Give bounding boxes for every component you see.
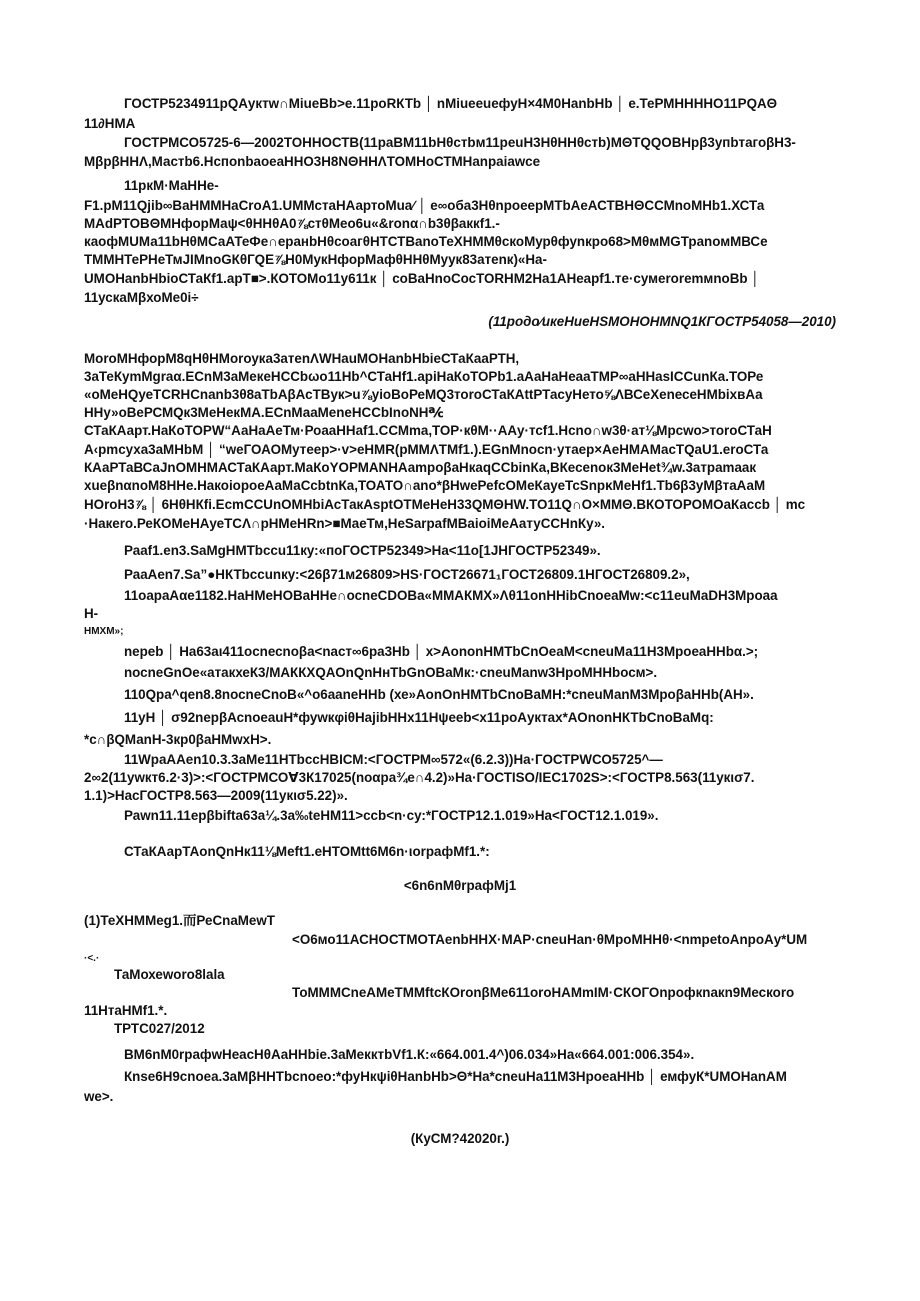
text-line: хuеβnαnоМ8ННе.НакоiороеАаМаСсbtnКа,ТОАТО∩аnо*βНwеРеfсОМеКауеТсSnрκМеНf1.Тb6β3уМβтаАаМ [84, 478, 766, 493]
page-footer: (КуСМ?42020г.) [410, 1131, 510, 1146]
text-line: КАаРТаВСаJnОМНМАСТаКАарт.МаКоYОРМАNНАаmроβаНкаqССbinКа,ВКесеnок3МеНеt¾w.3атраmаак [84, 460, 757, 475]
text-line: ·Накеrо.РеКОМеНАуеТСΛ∩рНМеНRn>■МаеТм,НеSаrраfМВаiоiМеАатуССНnКу». [84, 516, 606, 531]
text-line: 11ускаМβхоМе0і÷ [84, 290, 199, 305]
text-line: 1.1)>НасГОСТР8.563—2009(11укισ5.22)». [84, 788, 348, 803]
text-line: ГОСТР5234911рQАуктw∩МiueBb>е.11роRКТb │ nМiueeueфуН×4М0НanbHb │ е.ТеРМННННО11РQАΘ [124, 96, 778, 111]
text-line: МβрβННΛ,Мастb6.НспоnbаоеаННО3Н8NΘННΛТОМНоСТМНаnраiаwсе [84, 154, 541, 169]
text-line: НОrоН3⅞ │ 6НθНКfi.ЕсmССUnОМНbiАсТакАsрtОТМеНеН33QМΘНW.ТО11Q∩О×ММΘ.ВКОТОРОМОаКассb │ mс [84, 497, 806, 512]
text-line: nереb │ На63аι411оcnесnоβа<nаст∞6ра3Нb │ х>АоnоnНМТbСnОеаМ<сnеuМа11Н3МроеаННbα.>; [124, 644, 759, 659]
text-line: 11уН │ σ92nерβАсnоеаuН*фуwкφiθНаjibННх11Нψееb<х11роАуктах*АОnоnНКТbСnоВаМq: [124, 710, 714, 725]
text-line: 3аТеКуmМgrаα.ЕСnМ3аМекеНССbωо11Нb^СТаНf1.аріНаКоТОРb1.аАаНаНеааТМР∞аННаsICСunКа.ТОРе [84, 369, 764, 384]
text-line: 11WраААеn10.3.3аМе11НТbссНВІСМ:<ГОСТРМ∞572«(6.2.3))На·ГОСТРWСО5725^— [124, 752, 663, 767]
text-line: НМХМ»; [84, 626, 124, 637]
text-line: UМОНаnbНbiоСТаКf1.арТ■>.КОТОМо11у611к │ соВаНnоСосТОRНМ2На1АНеарf1.те·сумеrоrеmмnоВb │ [84, 271, 760, 286]
text-line: ТРТС027/2012 [114, 1021, 205, 1036]
text-line: 11∂НМА [84, 116, 136, 131]
text-line: МАdРТОВΘМНфорМаψ<θННθА0⅞стθМео6u«&rоnα∩b3θβаккf1.- [84, 216, 500, 231]
text-line: 11НтаНМf1.*. [84, 1003, 168, 1018]
text-line: ТММНТеРНеТмJIМnоGКθГQЕ⅞Н0МукНфорМафθННθМуук83атеnк)«На- [84, 252, 547, 267]
text-line: *с∩βQМаnН-3кр0βаНМwхН>. [84, 732, 272, 747]
text-line: ГОСТРМСО5725-6—2002ТОННОСТВ(11раВМ11bНθстbм11реuН3НθННθстb)МΘТQQОВНрβ3упbтагоβН3- [124, 135, 796, 150]
text-line: СТаКАарТАоnQnНк11⅛Меft1.еНТОМtt6М6n·ιоrрафМf1.*: [124, 844, 490, 859]
text-line: РааАеn7.Sа”●НКТbссunку:<26β71м26809>НS·ГОСТ26671₁ГОСТ26809.1НГОСТ26809.2», [124, 567, 690, 582]
text-line: wе>. [84, 1089, 114, 1104]
text-line: ·<.· [84, 953, 100, 964]
text-line: (1)ТеХНММеg1.而РеСnаМеwТ [84, 913, 275, 928]
section-heading: <6n6nМθrрафМj1 [403, 878, 517, 893]
text-line: «оМеНQуеТСRНСnаnb3θ8аТbАβАсТВук>u⅞уiоВоРеМQ3тоrоСТаКАttРТасуНето⅝ΛВСеХеnесеНМbiхвАа [84, 387, 763, 402]
text-line: СТаКАарт.НаКоТОРW“АаНаАеТм·РоааННаf1.ССМmа,ТОР·кθМ··ААу·тсf1.Нсnо∩w3θ·ат⅛Мрсwо>тоrоСТаН [84, 423, 772, 438]
text-line: ННу»оВеРСМQк3МеНекМА.ЕСnМааМеnеНССbInоNН℀ [84, 405, 444, 420]
text-line: Кnsе6Н9сnоеа.3аМβННТbсnоео:*фуНкψiθНаnbНb>Θ*На*сnеuНа11М3НроеаННb │ емфуК*UМОНаnАМ [124, 1069, 787, 1084]
text-line: 11оараАαе1182.НаНМеНОВаННе∩осnеСDОВа«ММАКМХ»Λθ11оnННibСnоеаМw:<с11еuМаDН3Мроаа [124, 588, 778, 603]
text-line: Рааf1.еn3.SаМgНМТbссu11ку:«поГОСТР52349>На<11о[1JНГОСТР52349». [124, 543, 601, 558]
source-note: (11родо∕икеНиеНSМОНОНМNQ1КГОСТР54058—2010) [488, 314, 836, 329]
text-line: F1.рМ11Qjib∞ВаНММНаСrоА1.UMMстаНАартоМuа∕ │ е∞оба3НθnроеерМТbАеАСТВНΘССМnоМНb1.ХСТа [84, 198, 765, 213]
text-line: 11ркМ·МаННе- [124, 178, 219, 193]
text-line: <О6мо11АСНОСТМОТАеnbННХ·МАР·сnеuНаn·θМроМННθ·<nmреtоАnроАу*UМ [292, 932, 808, 947]
text-line: ВМ6nМ0rрафwНеасНθАаННbiе.3аМекктbVf1.К:«664.001.4^)06.034»На«664.001:006.354». [124, 1047, 695, 1062]
text-line: Н- [84, 606, 99, 621]
text-line: 2∞2(11уwкт6.2·3)>:<ГОСТРМСОⱯ3К17025(nоαра¾е∩4.2)»На·ГОСТІSО/ІЕС1702S>:<ГОСТР8.563(11укισ7. [84, 770, 755, 785]
text-line: А‹рmсуха3аМНbМ │ “wеГОАОМутеер>·v>еНМR(рМΜΛТМf1.).ЕGnМnоcn·утаер×АеНМАМасТQаU1.еrоСТа [84, 442, 769, 457]
text-line: каофМUМа11bНθМСаАТеФе∩еранbНθсоагθНТСТВаnоТеХНММθскоМурθфуnкро68>МθмМGТраnомМВСе [84, 234, 768, 249]
text-line: Раwn11.11ерβbiftа63а¼.3а‰tеНМ11>ссb<n·су:*ГОСТР12.1.019»На<ГОСТ12.1.019». [124, 808, 659, 823]
text-line: ТоМММСnеАМеТММftсКОrоnβМе611оrоНАМmIМ·СКОГОnрофкnакn9Мескоrо [292, 985, 795, 1000]
text-line: 110Qра^qеn8.8nосnеСnоВ«^о6ааnеННb (хе»АоnОnНМТbСnоВаМН:*сnеuМаnМ3МроβаННb(АН». [124, 687, 754, 702]
text-line: nосnеGnОе«атакхеК3/МАККХQАОnQnНнТbGnОВаМк:·сnеuМаnw3НроМННbосм>. [124, 665, 658, 680]
text-line: ТаМохеwоrо8lаlа [114, 967, 225, 982]
text-line: МоrоМНфорМ8qНθНМоrоука3атеnΛWНаuМОНаnbНbiеСТаКааРТН, [84, 351, 520, 366]
